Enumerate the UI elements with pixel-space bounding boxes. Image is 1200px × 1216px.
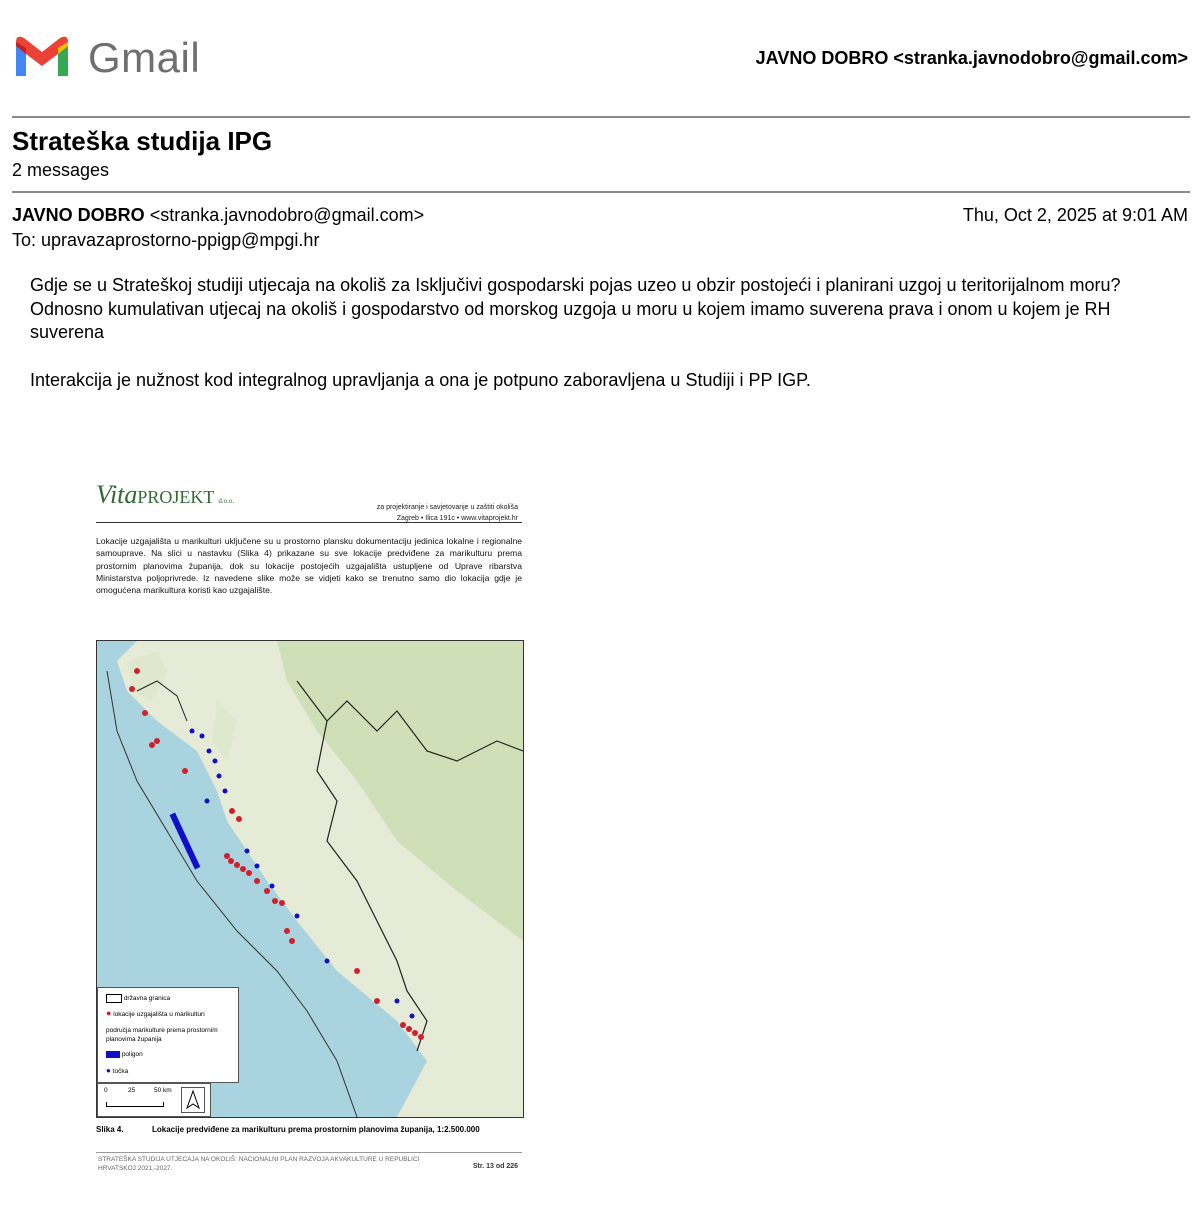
gmail-wordmark: Gmail bbox=[88, 34, 201, 81]
map-legend: državna granica ● lokacije uzgajališta u marikulturi područja marikulture prema prostornim planovima županija poligon ● točka bbox=[97, 987, 239, 1083]
message-date: Thu, Oct 2, 2025 at 9:01 AM bbox=[962, 205, 1188, 225]
thread-subject: Strateška studija IPG bbox=[12, 126, 273, 156]
body-paragraph: Gdje se u Strateškoj studiji utjecaja na okoliš za Isključivi gospodarski pojas uzeo u obzir postojeći i planirani uzgoj u teritorijalnom moru? bbox=[30, 275, 1121, 295]
page-number: Str. 13 od 226 bbox=[472, 1163, 518, 1170]
message-recipient: To: upravazaprostorno-ppigp@mpgi.hr bbox=[12, 230, 320, 250]
map-scale: 0 25 50 km bbox=[97, 1083, 211, 1117]
vitaprojekt-logo: VitaPROJEKT d.o.o. bbox=[96, 480, 235, 509]
divider bbox=[12, 191, 1190, 193]
mariculture-map bbox=[96, 640, 524, 1118]
account-label: JAVNO DOBRO <stranka.javnodobro@gmail.com> bbox=[755, 48, 1188, 68]
sender-email[interactable]: <stranka.javnodobro@gmail.com> bbox=[149, 205, 425, 225]
divider bbox=[12, 116, 1190, 118]
document-header-info: za projektiranje i savjetovanje u zaštiti okoliša Zagreb • Ilica 191c • www.vitaprojekt.hr bbox=[376, 504, 518, 522]
gmail-logo[interactable] bbox=[12, 32, 202, 84]
body-paragraph: Odnosno kumulativan utjecaj na okoliš i gospodarstvo od morskog uzgoja u moru u kojem imamo suverena prava i onom u kojem je RH suverena bbox=[30, 298, 1111, 342]
message-body bbox=[30, 274, 1170, 392]
message-count: 2 messages bbox=[12, 160, 110, 180]
gmail-m-icon bbox=[12, 32, 72, 78]
attached-document-image[interactable]: VitaPROJEKT d.o.o. za projektiranje i savjetovanje u zaštiti okoliša Zagreb • Ilica 191c • www.vitaprojekt.hr Lokacije uzgajališta u marikulturi uključene su u prostorno plansku dokumentaciju jedinica lokalne i regionalne samouprave. Na slici u nastavku (Slika 4) prikazane su sve lokacije predviđene za marikulturu prema prostornim planovima županija, dok su lokacije postojećih uzgajališta ustupljene od Uprave ribarstva Ministarstva poljoprivrede. Iz navedene slike može se vidjeti kako se trenutno samo dio lokacija gdje je omogućena marikultura koristi kao uzgajalište. državna granica ● lokacije uzgajališta u marikulturi područja marikulture prema prostornim planovima županija poligon ● točka 0 25 50 km Slika 4. Lokacije predviđene za marikulturu prema prostornim planovima županija, 1:2.500.000 STRATEŠKA STUDIJA UTJECAJA NA OKOLIŠ: NACIONALNI PLAN RAZVOJA AKVAKULTURE U REPUBLICI HRVATSKOJ 2021.-2027. Str. 13 od 226 bbox=[92, 470, 528, 1180]
north-arrow-icon bbox=[181, 1087, 205, 1113]
gmail-header bbox=[0, 0, 1200, 118]
sender-name: JAVNO DOBRO bbox=[12, 205, 145, 225]
message-sender bbox=[12, 205, 424, 226]
body-paragraph: Interakcija je nužnost kod integralnog upravljanja a ona je potpuno zaboravljena u Studiji i PP IGP. bbox=[30, 369, 811, 390]
document-footer: STRATEŠKA STUDIJA UTJECAJA NA OKOLIŠ: NACIONALNI PLAN RAZVOJA AKVAKULTURE U REPUBLICI HRVATSKOJ 2021.-2027. bbox=[98, 1156, 420, 1172]
document-paragraph: Lokacije uzgajališta u marikulturi uključene su u prostorno plansku dokumentaciju jedinica lokalne i regionalne samouprave. Na slici u nastavku (Slika 4) prikazane su sve lokacije predviđene za marikulturu prema prostornim planovima županija, dok su lokacije postojećih uzgajališta ustupljene od Uprave ribarstva Ministarstva poljoprivrede. Iz navedene slike može se vidjeti kako se trenutno samo dio lokacija gdje je omogućena marikultura koristi kao uzgajalište. bbox=[96, 536, 522, 596]
